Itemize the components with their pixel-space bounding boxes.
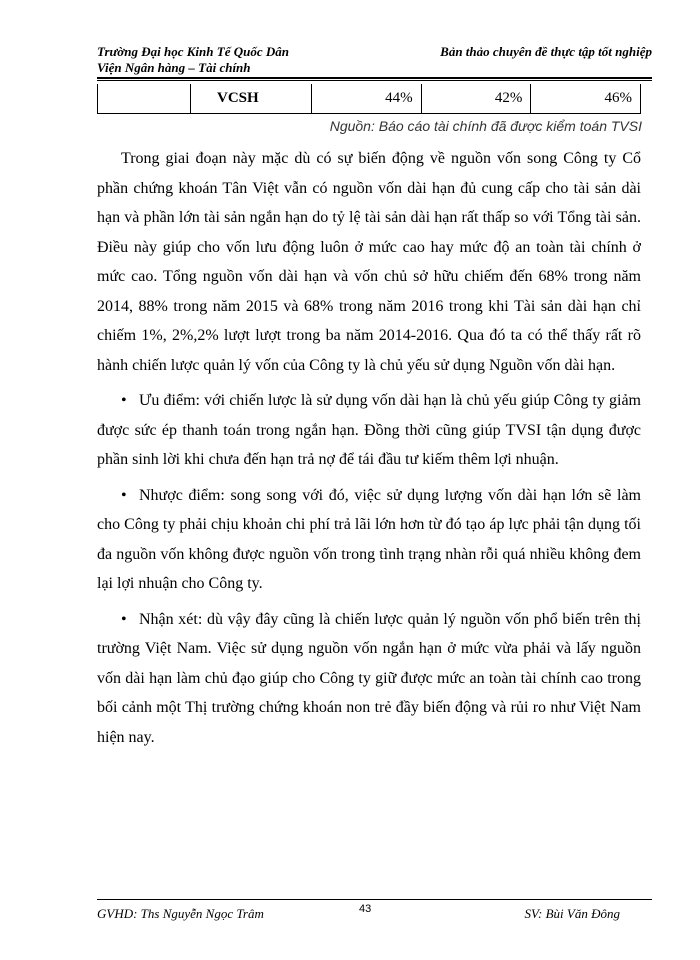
table-cell-empty bbox=[98, 84, 191, 114]
table-row bbox=[98, 84, 641, 114]
table-source-note: Nguồn: Báo cáo tài chính đã được kiểm toán TVSI bbox=[329, 118, 642, 134]
body-text bbox=[97, 144, 641, 752]
footer-student: SV: Bùi Văn Đông bbox=[524, 906, 620, 921]
table-cell-value-1: 44% bbox=[312, 84, 422, 114]
bullet-text: Nhược điểm: song song với đó, việc sử dụng lượng vốn dài hạn lớn sẽ làm cho Công ty phải chịu khoản chi phí trả lãi lớn hơn từ đó tạo áp lực phải tận dụng tối đa nguồn vốn không được nguồn vốn trong tình trạng nhàn rỗi quá nhiều không đem lại lợi nhuận cho Công ty. bbox=[97, 486, 641, 592]
capital-structure-table bbox=[97, 84, 641, 114]
bullet-icon: • bbox=[121, 610, 127, 628]
table-cell-value-2: 42% bbox=[421, 84, 531, 114]
bullet-item-disadvantages bbox=[97, 481, 641, 599]
header-divider bbox=[97, 77, 652, 81]
header-institute: Viện Ngân hàng – Tài chính bbox=[97, 60, 251, 75]
table-cell-label: VCSH bbox=[191, 84, 312, 114]
bullet-item-remarks bbox=[97, 605, 641, 753]
page-number: 43 bbox=[359, 903, 372, 915]
footer-divider bbox=[97, 899, 652, 900]
bullet-icon: • bbox=[121, 486, 127, 504]
page-footer bbox=[97, 903, 652, 923]
paragraph: Trong giai đoạn này mặc dù có sự biến động về nguồn vốn song Công ty Cổ phần chứng khoán Tân Việt vẫn có nguồn vốn dài hạn đủ cung cấp cho tài sản dài hạn và phần lớn tài sản ngắn hạn do tỷ lệ tài sản dài hạn rất thấp so với Tổng tài sản. Điều này giúp cho vốn lưu động luôn ở mức cao hay mức độ an toàn tài chính ở mức cao. Tổng nguồn vốn dài hạn và vốn chủ sở hữu chiếm đến 68% trong năm 2014, 88% trong năm 2015 và 68% trong năm 2016 trong khi Tài sản dài hạn chỉ chiếm 1%, 2%,2% lượt lượt trong ba năm 2014-2016. Qua đó ta có thể thấy rất rõ hành chiến lược quản lý vốn của Công ty là chủ yếu sử dụng Nguồn vốn dài hạn. bbox=[97, 150, 641, 374]
bullet-item-advantages bbox=[97, 386, 641, 475]
bullet-text: Nhận xét: dù vậy đây cũng là chiến lược quản lý nguồn vốn phổ biến trên thị trường Việt Nam. Việc sử dụng nguồn vốn ngắn hạn ở mức vừa phải và lấy nguồn vốn dài hạn làm chủ đạo giúp cho Công ty giữ được mức an toàn tài chính cao trong bối cảnh một Thị trường chứng khoán non trẻ đầy biến động và rủi ro như Việt Nam hiện nay. bbox=[97, 610, 641, 746]
bullet-icon: • bbox=[121, 392, 127, 409]
bullet-text: Ưu điểm: với chiến lược là sử dụng vốn dài hạn là chủ yếu giúp Công ty giảm được sức ép thanh toán trong ngắn hạn. Đồng thời cũng giúp TVSI tận dụng được phần sinh lời khi chưa đến hạn trả nợ để tái đầu tư kiếm thêm lợi nhuận. bbox=[97, 392, 641, 468]
footer-supervisor: GVHD: Ths Nguyễn Ngọc Trâm bbox=[97, 906, 264, 921]
header-university: Trường Đại học Kinh Tế Quốc Dân bbox=[97, 44, 289, 59]
table-cell-value-3: 46% bbox=[531, 84, 641, 114]
header-document-title: Bản thảo chuyên đề thực tập tốt nghiệp bbox=[440, 44, 652, 59]
header-left bbox=[97, 44, 289, 76]
